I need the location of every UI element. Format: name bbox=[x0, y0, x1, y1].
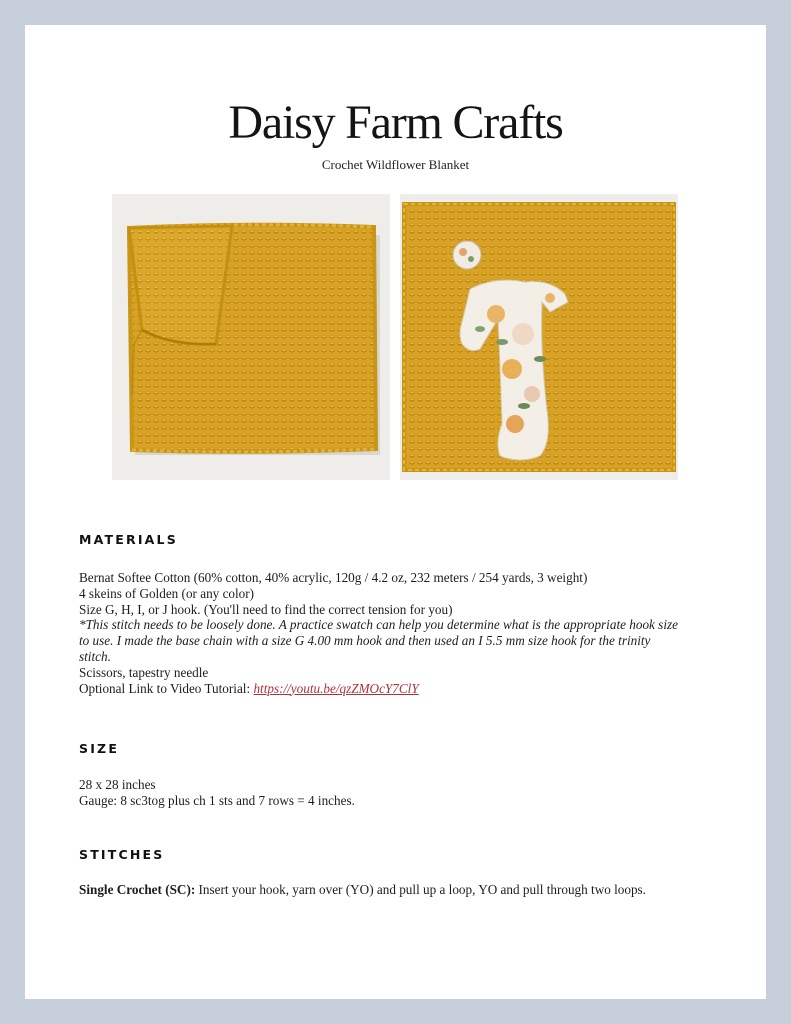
materials-heading: MATERIALS bbox=[79, 532, 178, 547]
size-heading: SIZE bbox=[79, 741, 120, 756]
stitches-heading: STITCHES bbox=[79, 847, 165, 862]
video-tutorial-line bbox=[79, 681, 719, 697]
single-crochet-term: Single Crochet (SC): bbox=[79, 882, 196, 897]
stitches-section bbox=[79, 882, 719, 898]
size-section bbox=[79, 777, 719, 809]
document-page bbox=[25, 25, 766, 999]
brand-title: Daisy Farm Crafts bbox=[228, 96, 563, 149]
materials-section bbox=[79, 570, 719, 696]
folded-blanket-photo bbox=[112, 194, 390, 480]
materials-skeins-line: 4 skeins of Golden (or any color) bbox=[79, 585, 255, 601]
size-dimensions: 28 x 28 inches bbox=[79, 777, 156, 792]
single-crochet-line bbox=[79, 882, 719, 898]
materials-hook-line: Size G, H, I, or J hook. (You'll need to find the correct tension for you) bbox=[79, 601, 453, 617]
size-gauge: Gauge: 8 sc3tog plus ch 1 sts and 7 rows = 4 inches. bbox=[79, 792, 355, 808]
single-crochet-description: Insert your hook, yarn over (YO) and pull up a loop, YO and pull through two loops. bbox=[195, 882, 646, 897]
blanket-gown-illustration bbox=[400, 194, 678, 480]
video-tutorial-label: Optional Link to Video Tutorial: bbox=[79, 680, 254, 696]
pattern-subtitle: Crochet Wildflower Blanket bbox=[321, 157, 470, 172]
blanket-with-baby-gown-photo bbox=[400, 194, 678, 480]
video-tutorial-link[interactable]: https://youtu.be/qzZMOcY7ClY bbox=[253, 680, 419, 696]
materials-yarn-line: Bernat Softee Cotton (60% cotton, 40% acrylic, 120g / 4.2 oz, 232 meters / 254 yards, 3 weight) bbox=[79, 570, 588, 585]
materials-tension-note: *This stitch needs to be loosely done. A practice swatch can help you determine what is the appropriate hook size to use. I made the base chain with a size G 4.00 mm hook and then used an I 5.5 mm size hook for the trinity stitch. bbox=[79, 617, 678, 664]
folded-blanket-illustration bbox=[112, 194, 390, 480]
materials-tools-line: Scissors, tapestry needle bbox=[79, 664, 209, 680]
